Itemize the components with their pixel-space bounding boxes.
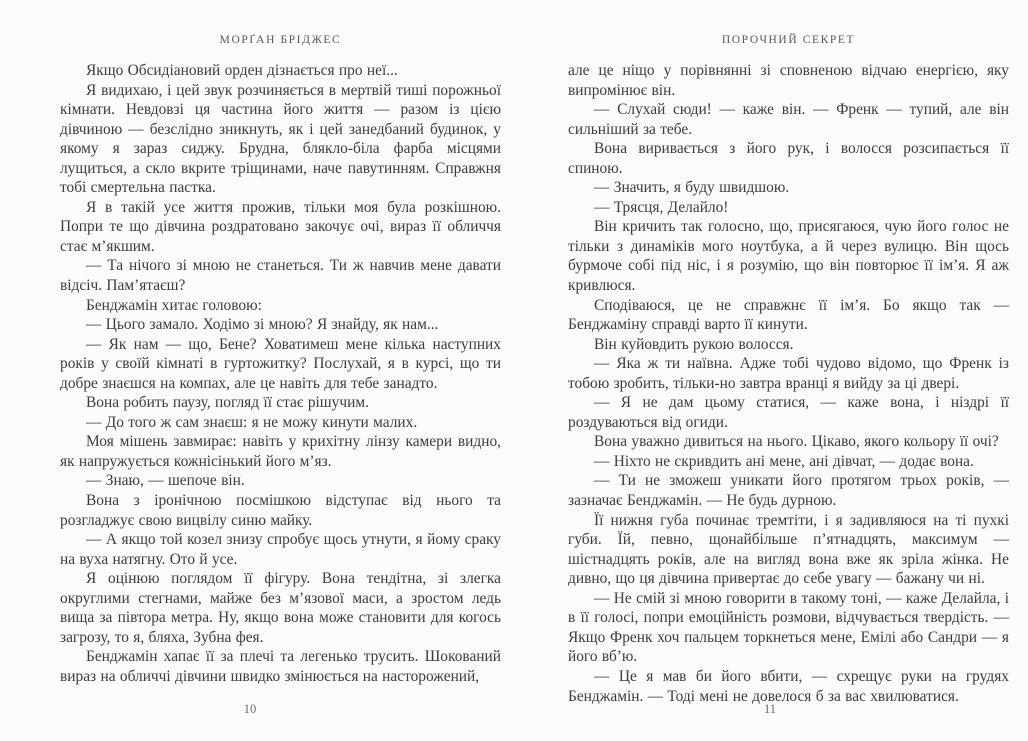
paragraph: Я видихаю, і цей звук розчиняється в мертвій тиші порожньої кімнати. Невдовзі ця частина його життя — разом із цією дівчиною — безслідно зникнуть, як і цей занедбаний будинок, у якому я зараз сиджу. Брудна, блякло-біла фарба місцями лущиться, а скло вкрите тріщинами, наче павутинням. Справжня тобі смертельна пастка.: [60, 81, 501, 197]
paragraph: Бенджамін хапає її за плечі та легенько трусить. Шокований вираз на обличчі дівчини швидко змінюється на насторожений,: [60, 648, 501, 685]
paragraph: — До того ж сам знаєш: я не можу кинути малих.: [86, 413, 418, 431]
paragraph: Вона виривається з його рук, і волосся розсипається її спиною.: [568, 140, 1009, 177]
paragraph: Вона уважно дивиться на нього. Цікаво, якого кольору її очі?: [594, 433, 999, 451]
paragraph: — Я не дам цьому статися, — каже вона, і ніздрі її роздуваються від огиди.: [568, 394, 1009, 431]
paragraph: — Цього замало. Ходімо зі мною? Я знайду, як нам...: [86, 316, 439, 334]
running-header-author: МОРҐАН БРІДЖЕС: [219, 34, 342, 46]
paragraph: — Значить, я буду швидшою.: [594, 179, 790, 197]
page-left-body: [60, 61, 501, 687]
paragraph: Вона робить паузу, погляд її стає рішучим.: [86, 394, 369, 412]
paragraph: Якщо Обсидіановий орден дізнається про неї...: [86, 62, 398, 79]
page-right-body: [568, 61, 1009, 706]
paragraph: Я оцінюю поглядом її фігуру. Вона тендітна, зі злегка округлими стегнами, майже без м’язової маси, а зростом ледь вища за півтора метра. Ну, якщо вона може становити для когось загрозу, то я, бляха, Зубна фея.: [60, 570, 501, 646]
paragraph: — Трясця, Делайло!: [594, 198, 729, 216]
paragraph: — Це я мав би його вбити, — схрещує руки на грудях Бенджамін. — Тоді мені не довелося б за вас хвилюватися.: [568, 667, 1009, 705]
paragraph: — А якщо той козел знизу спробує щось утнути, я йому сраку на вуха натягну. Ото й усе.: [60, 531, 501, 568]
page-left: [60, 34, 501, 687]
paragraph: — Як нам — що, Бене? Ховатимеш мене кілька наступних років у своїй кімнаті в гуртожитку? Послухай, я в курсі, що ти добре знаєшся на компах, але це навіть для тебе занадто.: [60, 335, 501, 392]
paragraph: Я в такій усе життя прожив, тільки моя була розкішною. Попри те що дівчина роздратовано закочує очі, вираз її обличчя стає м’якшим.: [60, 198, 501, 255]
paragraph: — Та нічого зі мною не станеться. Ти ж навчив мене давати відсіч. Пам’ятаєш?: [60, 257, 501, 295]
paragraph: — Ти не зможеш уникати його протягом трьох років, — зазначає Бенджамін. — Не будь дурною.: [568, 472, 1009, 510]
paragraph: — Знаю, — шепоче він.: [86, 472, 245, 490]
page-right: [568, 34, 1009, 706]
paragraph: — Слухай сюди! — каже він. — Френк — тупий, але він сильніший за тебе.: [568, 101, 1009, 138]
paragraph: Бенджамін хитає головою:: [86, 296, 262, 314]
paragraph: Вона з іронічною посмішкою відступає від нього та розгладжує свою вицвілу синю майку.: [60, 492, 501, 529]
paragraph: Сподіваюся, це не справжнє її ім’я. Бо якщо так — Бенджаміну справді варто її кинути.: [568, 296, 1009, 334]
paragraph: Її нижня губа починає тремтіти, і я задивляюся на ті пухкі губи. Їй, певно, щонайбільше п’ятнадцять, максимум — шістнадцять років, але на вигляд вона вже як зріла жінка. Не дивно, що ця дівчина привертає до себе увагу — бажану чи ні.: [568, 511, 1009, 588]
paragraph-continuation: але це ніщо у порівнянні зі сповненою відчаю енергією, яку випромінює він.: [568, 62, 1009, 99]
paragraph: Моя мішень завмирає: навіть у крихітну лінзу камери видно, як напружується кожнісінький його м’яз.: [60, 433, 501, 470]
paragraph: — Ніхто не скривдить ані мене, ані дівчат, — додає вона.: [594, 452, 974, 470]
paragraph: Він кричить так голосно, що, присягаюся, чую його голос не тільки з динаміків мого ноутбука, а й через вулицю. Він щось бурмоче собі під ніс, і я розумію, що він повторює її ім’я. Я аж кривлюся.: [568, 218, 1009, 295]
paragraph: — Яка ж ти наївна. Адже тобі чудово відомо, що Френк із тобою зробить, тільки-но завтра вранці я вийду за ці двері.: [568, 355, 1009, 392]
paragraph: Він куйовдить рукою волосся.: [594, 335, 794, 353]
running-header-title: ПОРОЧНИЙ СЕКРЕТ: [721, 34, 856, 46]
page-number-right: 11: [763, 702, 777, 716]
paragraph: — Не смій зі мною говорити в такому тоні, — каже Делайла, і в її голосі, попри емоційність розмови, відчувається твердість. — Якщо Френк хоч пальцем торкнеться мене, Емілі або Сандри — я його вб’ю.: [568, 589, 1009, 666]
page-number-left: 10: [243, 702, 257, 716]
